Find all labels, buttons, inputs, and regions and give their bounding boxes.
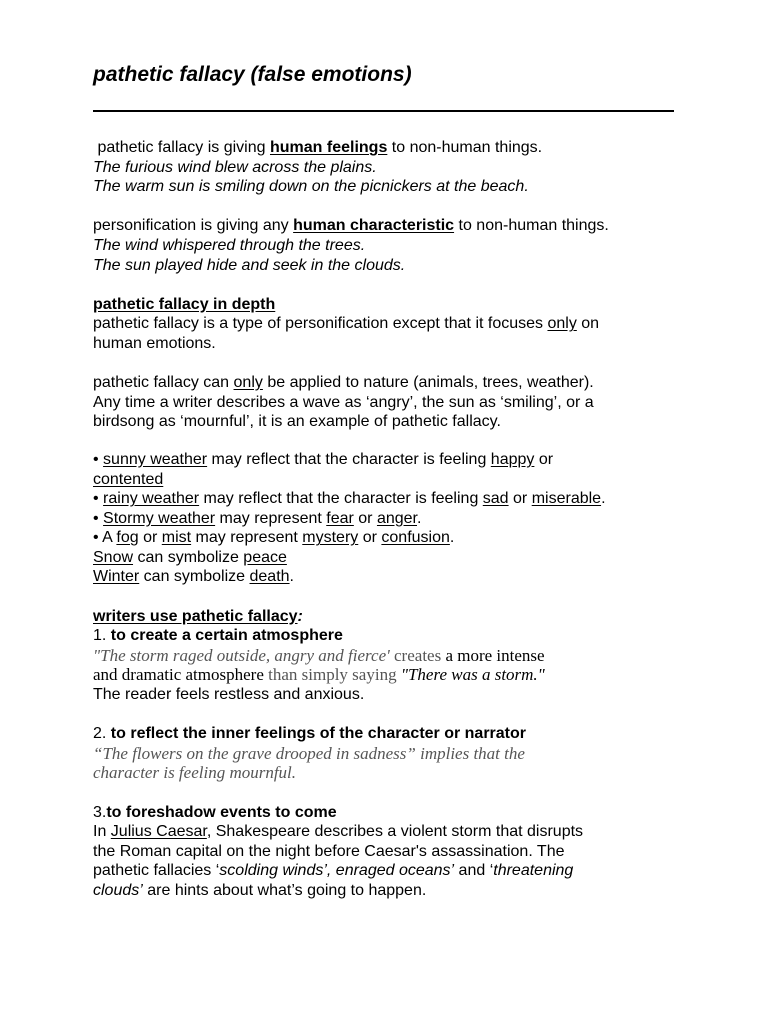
text: . — [417, 509, 422, 527]
item-title: to create a certain atmosphere — [110, 627, 343, 645]
text: . — [601, 490, 606, 508]
feeling-term: peace — [243, 548, 287, 566]
weather-term: mist — [161, 529, 192, 547]
list-item — [93, 567, 683, 587]
text: may represent — [215, 509, 327, 527]
feeling-term: happy — [490, 450, 535, 468]
example-line: The wind whispered through the trees. — [93, 236, 366, 254]
paragraph-line — [93, 822, 683, 842]
weather-term: Snow — [93, 548, 134, 566]
quote-line: character is feeling mournful. — [93, 763, 297, 783]
quote-line — [93, 646, 683, 666]
paragraph-line — [93, 314, 683, 334]
feeling-term: anger — [376, 509, 417, 527]
feeling-term: death — [249, 568, 290, 586]
text: to non-human things. — [387, 139, 543, 156]
heading-colon: : — [297, 607, 303, 625]
text: or — [353, 509, 377, 527]
text: can symbolize — [139, 568, 250, 586]
title-divider — [93, 110, 674, 112]
example-line: The sun played hide and seek in the clouds. — [93, 256, 406, 274]
item-title: to foreshadow events to come — [106, 803, 337, 821]
feeling-term: mystery — [302, 529, 359, 547]
key-term: human characteristic — [293, 217, 455, 235]
text: creates — [389, 645, 442, 665]
feeling-term: fear — [326, 509, 354, 527]
quote-line: “The flowers on the grave drooped in sadness” implies that the — [93, 743, 525, 763]
text: . — [449, 529, 455, 547]
text: to non-human things. — [454, 217, 609, 235]
paragraph-line — [93, 861, 683, 881]
text: or — [138, 529, 162, 547]
paragraph-line — [93, 881, 683, 901]
text: or — [508, 490, 532, 508]
pathetic-fallacy-definition — [93, 138, 683, 158]
feeling-term: sad — [482, 490, 509, 508]
heading-text: writers use pathetic fallacy — [93, 607, 298, 625]
quote: clouds’ — [93, 881, 143, 899]
list-item — [93, 450, 683, 470]
quote: threatening — [493, 862, 574, 880]
bullet: • — [93, 450, 104, 468]
weather-term: sunny weather — [103, 450, 208, 468]
feeling-term: contented — [93, 470, 164, 488]
text: may reflect that the character is feeling — [207, 450, 491, 468]
paragraph-line: The reader feels restless and anxious. — [93, 686, 365, 704]
weather-term: Stormy weather — [103, 509, 216, 527]
bullet: • — [93, 490, 104, 508]
weather-term: rainy weather — [103, 490, 200, 508]
list-item — [93, 489, 683, 509]
quote: "The storm raged outside, angry and fierce' — [93, 645, 390, 665]
text: pathetic fallacy is giving — [93, 139, 270, 156]
text: . — [289, 568, 294, 586]
personification-definition — [93, 216, 683, 236]
example-line: The furious wind blew across the plains. — [93, 158, 377, 176]
text: personification is giving any — [93, 217, 294, 235]
paragraph-line: Any time a writer describes a wave as ‘angry’, the sun as ‘smiling’, or a — [93, 393, 594, 411]
text: or — [534, 450, 554, 468]
section-heading: pathetic fallacy in depth — [93, 295, 276, 313]
text: In — [93, 823, 111, 841]
text: may reflect that the character is feeling — [199, 490, 483, 508]
paragraph-line: the Roman capital on the night before Caesar's assassination. The — [93, 842, 565, 860]
text: can symbolize — [133, 548, 244, 566]
item-number: 2. — [93, 725, 111, 743]
feeling-term: miserable — [531, 490, 602, 508]
list-item — [93, 528, 683, 548]
document-body — [93, 138, 683, 901]
text: and ‘ — [454, 862, 494, 880]
quote: "There was a storm." — [400, 665, 545, 685]
text: may represent — [191, 529, 303, 547]
quote: scolding winds’, enraged oceans’ — [219, 862, 455, 880]
numbered-item-title — [93, 803, 683, 823]
numbered-item-title — [93, 626, 683, 646]
feeling-term: confusion — [381, 529, 450, 547]
play-title: Julius Caesar — [110, 823, 207, 841]
paragraph-line: human emotions. — [93, 334, 216, 352]
list-item — [93, 509, 683, 529]
key-term: human feelings — [269, 139, 388, 156]
emphasis: only — [547, 315, 577, 333]
emphasis: only — [233, 374, 263, 392]
weather-term: Winter — [93, 568, 140, 586]
bullet: • A — [93, 529, 117, 547]
text: pathetic fallacies ‘ — [93, 862, 220, 880]
weather-term: fog — [116, 529, 139, 547]
text: than simply saying — [263, 665, 401, 685]
text: pathetic fallacy is a type of personification except that it focuses — [93, 315, 548, 333]
numbered-item-title — [93, 724, 683, 744]
item-title: to reflect the inner feelings of the character or narrator — [110, 725, 527, 743]
paragraph-line: birdsong as ‘mournful’, it is an example of pathetic fallacy. — [93, 413, 501, 431]
text: and dramatic atmosphere — [93, 665, 264, 685]
bullet: • — [93, 509, 104, 527]
text: on — [576, 315, 600, 333]
example-line: The warm sun is smiling down on the picnickers at the beach. — [93, 178, 529, 196]
section-heading — [93, 607, 683, 627]
text: be applied to nature (animals, trees, weather). — [262, 374, 594, 392]
page-title: pathetic fallacy (false emotions) — [93, 63, 412, 86]
paragraph-line — [93, 373, 683, 393]
text: a more intense — [441, 645, 545, 665]
text: , Shakespeare describes a violent storm that disrupts — [206, 823, 584, 841]
item-number: 1. — [93, 627, 111, 645]
list-item — [93, 548, 683, 568]
list-item-continued — [93, 470, 683, 490]
text: or — [358, 529, 382, 547]
item-number: 3. — [93, 803, 107, 821]
text: are hints about what’s going to happen. — [142, 881, 427, 899]
text: pathetic fallacy can — [93, 374, 234, 392]
quote-line — [93, 665, 683, 685]
